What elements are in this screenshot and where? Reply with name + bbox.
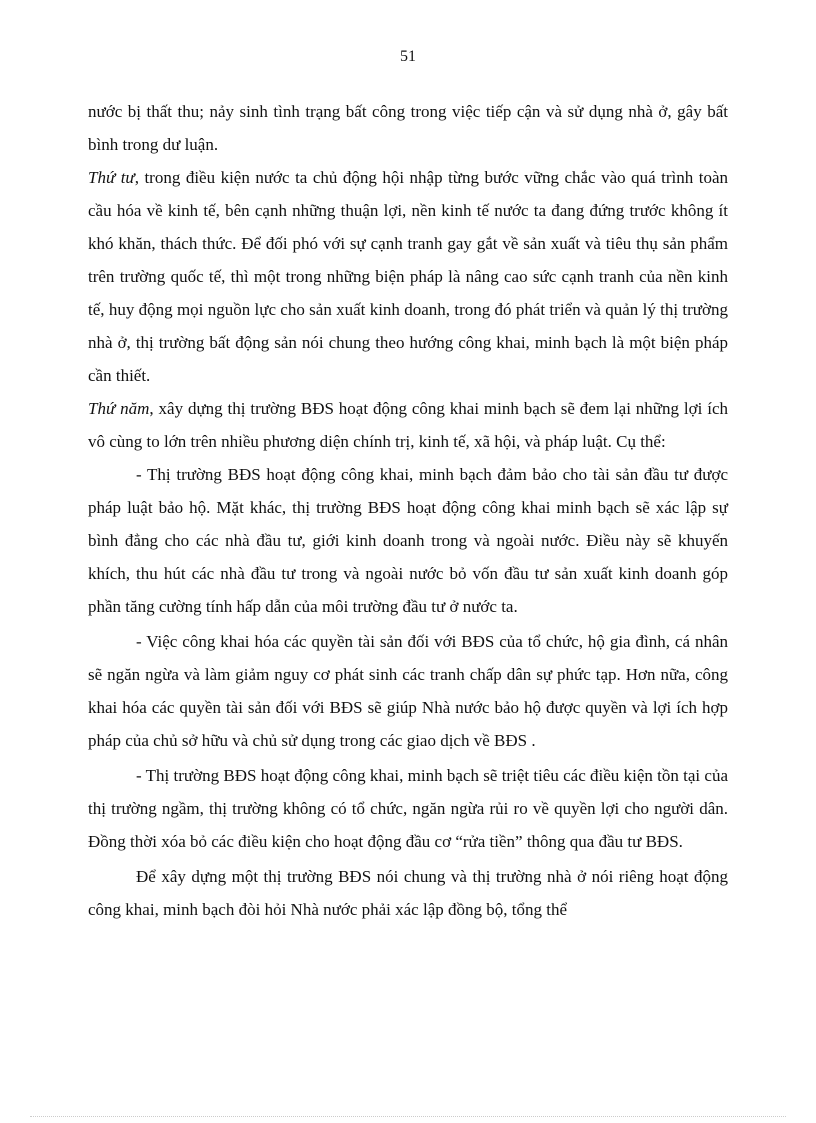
document-body <box>88 95 728 926</box>
page-bottom-rule <box>30 1116 786 1117</box>
paragraph-lead: Thứ tư <box>88 168 135 187</box>
paragraph-text: - Thị trường BĐS hoạt động công khai, minh bạch sẽ triệt tiêu các điều kiện tồn tại của thị trường ngầm, thị trường không có tổ chức, ngăn ngừa rủi ro về quyền lợi cho người dân. Đồng thời xóa bỏ các điều kiện cho hoạt động đầu cơ “rửa tiền” thông qua đầu tư BĐS. <box>88 766 728 851</box>
bullet-paragraph <box>88 759 728 858</box>
paragraph-text: Để xây dựng một thị trường BĐS nói chung và thị trường nhà ở nói riêng hoạt động công khai, minh bạch đòi hỏi Nhà nước phải xác lập đồng bộ, tổng thể <box>88 867 728 919</box>
page-number: 51 <box>400 48 416 65</box>
bullet-paragraph <box>88 625 728 757</box>
paragraph-text: , trong điều kiện nước ta chủ động hội nhập từng bước vững chắc vào quá trình toàn cầu hóa về kinh tế, bên cạnh những thuận lợi, nền kinh tế nước ta đang đứng trước không ít khó khăn, thách thức. Để đối phó với sự cạnh tranh gay gắt về sản xuất và tiêu thụ sản phẩm trên trường quốc tế, thì một trong những biện pháp là nâng cao sức cạnh tranh của nền kinh tế, huy động mọi nguồn lực cho sản xuất kinh doanh, trong đó phát triển và quản lý thị trường nhà ở, thị trường bất động sản nói chung theo hướng công khai, minh bạch là một biện pháp cần thiết. <box>88 168 728 385</box>
paragraph-text: , xây dựng thị trường BĐS hoạt động công khai minh bạch sẽ đem lại những lợi ích vô cùng to lớn trên nhiều phương diện chính trị, kinh tế, xã hội, và pháp luật. Cụ thể: <box>88 399 728 451</box>
paragraph-conclusion <box>88 860 728 926</box>
paragraph-continuation <box>88 95 728 161</box>
bullet-paragraph <box>88 458 728 623</box>
paragraph-thu-tu <box>88 161 728 392</box>
paragraph-text: - Thị trường BĐS hoạt động công khai, minh bạch đảm bảo cho tài sản đầu tư được pháp luật bảo hộ. Mặt khác, thị trường BĐS hoạt động công khai minh bạch sẽ xác lập sự bình đẳng cho các nhà đầu tư, giới kinh doanh trong và ngoài nước. Điều này sẽ khuyến khích, thu hút các nhà đầu tư trong và ngoài nước bỏ vốn đầu tư sản xuất kinh doanh góp phần tăng cường tính hấp dẫn của môi trường đầu tư ở nước ta. <box>88 465 728 616</box>
paragraph-text: - Việc công khai hóa các quyền tài sản đối với BĐS của tổ chức, hộ gia đình, cá nhân sẽ ngăn ngừa và làm giảm nguy cơ phát sinh các tranh chấp dân sự phức tạp. Hơn nữa, công khai hóa các quyền tài sản đối với BĐS sẽ giúp Nhà nước bảo hộ được quyền và lợi ích hợp pháp của chủ sở hữu và chủ sử dụng trong các giao dịch về BĐS . <box>88 632 728 750</box>
paragraph-lead: Thứ năm <box>88 399 150 418</box>
paragraph-thu-nam <box>88 392 728 458</box>
paragraph-text: nước bị thất thu; nảy sinh tình trạng bất công trong việc tiếp cận và sử dụng nhà ở, gây bất bình trong dư luận. <box>88 102 728 154</box>
